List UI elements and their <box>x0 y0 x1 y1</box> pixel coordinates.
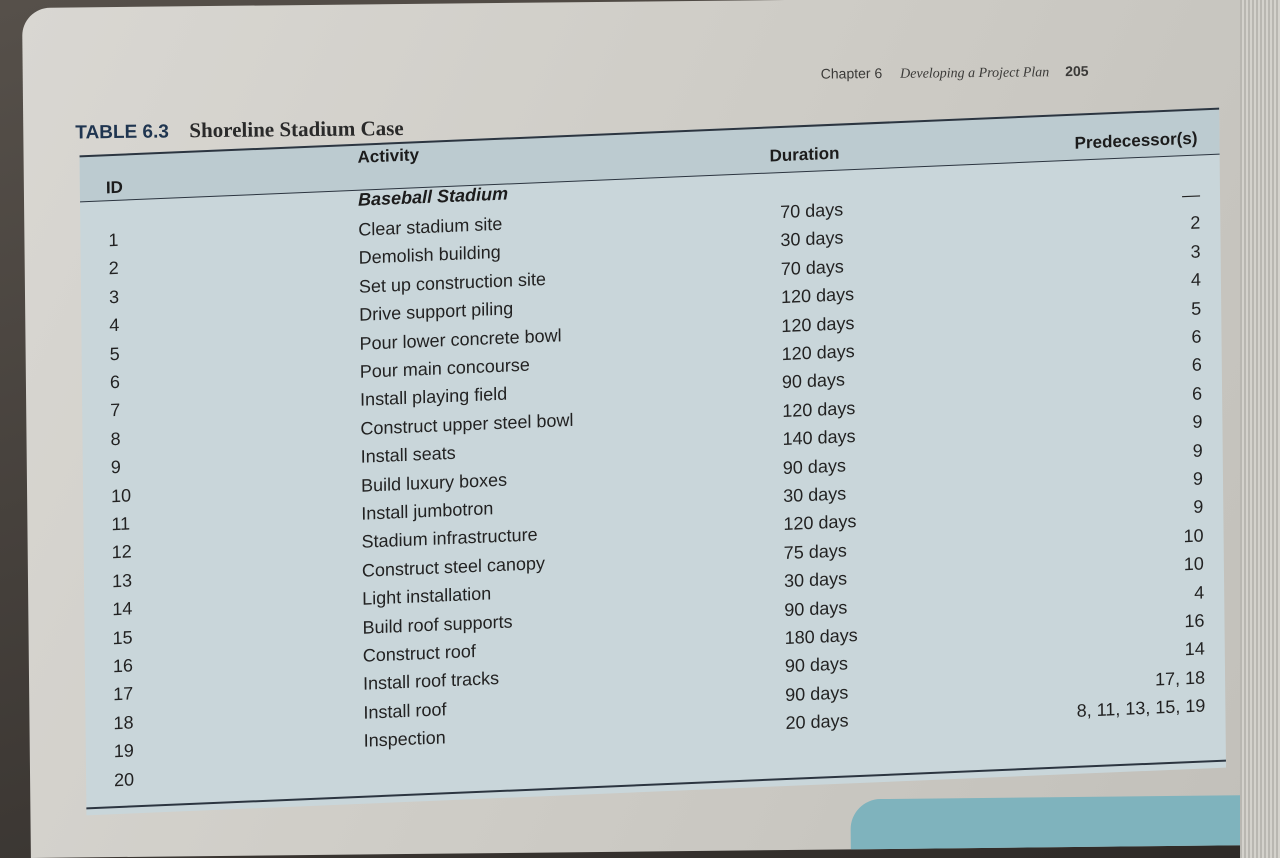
row-duration: 90 days <box>782 455 846 478</box>
row-activity: Install roof <box>363 699 447 723</box>
page-number: 205 <box>1065 62 1089 80</box>
row-activity: Set up construction site <box>358 268 547 297</box>
row-predecessors: 6 <box>1191 354 1202 376</box>
row-duration: 90 days <box>784 653 849 677</box>
row-id: 8 <box>110 428 121 450</box>
row-predecessors: 9 <box>1192 411 1203 433</box>
row-predecessors: — <box>1181 184 1201 206</box>
row-predecessors: 4 <box>1194 582 1205 603</box>
row-activity: Pour lower concrete bowl <box>359 324 562 354</box>
row-predecessors: 16 <box>1184 610 1205 632</box>
row-duration: 120 days <box>781 312 855 336</box>
row-id: 9 <box>110 456 121 478</box>
row-duration: 140 days <box>782 426 856 450</box>
row-predecessors: 10 <box>1183 525 1204 547</box>
row-activity: Stadium infrastructure <box>361 524 538 553</box>
row-predecessors: 2 <box>1190 212 1201 234</box>
row-activity: Clear stadium site <box>358 213 503 240</box>
row-activity: Pour main concourse <box>359 354 530 382</box>
row-id: 12 <box>111 541 132 563</box>
row-activity: Construct upper steel bowl <box>360 409 574 439</box>
row-duration: 70 days <box>780 199 844 223</box>
row-id: 6 <box>109 371 121 393</box>
table-caption <box>75 116 404 144</box>
col-header-duration: Duration <box>769 143 840 166</box>
row-duration: 120 days <box>780 284 855 308</box>
row-predecessors: 6 <box>1191 383 1203 404</box>
page-edge <box>1240 0 1280 858</box>
row-id: 4 <box>109 314 120 336</box>
row-activity: Inspection <box>363 727 446 751</box>
row-predecessors: 9 <box>1192 440 1203 461</box>
row-activity: Construct steel canopy <box>361 552 546 581</box>
row-activity: Install roof tracks <box>362 668 500 695</box>
row-id: 13 <box>111 570 133 592</box>
row-duration: 90 days <box>784 597 848 620</box>
row-id: 2 <box>108 258 119 279</box>
row-id: 14 <box>112 598 133 620</box>
row-activity: Construct roof <box>362 640 476 666</box>
row-predecessors: 5 <box>1191 298 1202 319</box>
row-activity: Build luxury boxes <box>360 469 508 496</box>
row-duration: 90 days <box>785 682 849 705</box>
chapter-label: Chapter 6 <box>820 64 883 82</box>
row-duration: 30 days <box>780 227 844 251</box>
row-id: 11 <box>111 513 131 535</box>
row-predecessors: 10 <box>1183 553 1204 575</box>
row-predecessors: 9 <box>1192 468 1204 489</box>
row-id: 20 <box>113 768 135 790</box>
row-id: 15 <box>112 626 133 648</box>
row-activity: Install playing field <box>360 383 508 411</box>
table-title: Shoreline Stadium Case <box>189 116 404 143</box>
row-activity: Build roof supports <box>362 611 513 638</box>
section-label: Baseball Stadium <box>357 183 509 210</box>
data-table <box>80 108 1227 821</box>
col-header-activity: Activity <box>357 145 420 167</box>
row-duration: 70 days <box>780 256 844 279</box>
row-id: 5 <box>109 343 120 364</box>
row-predecessors: 8, 11, 13, 15, 19 <box>1076 695 1206 722</box>
col-header-predecessors: Predecessor(s) <box>1074 128 1198 153</box>
row-id: 1 <box>108 229 119 251</box>
row-duration: 20 days <box>785 710 849 734</box>
col-header-id: ID <box>105 177 123 198</box>
running-head <box>821 63 1089 84</box>
row-predecessors: 17, 18 <box>1154 667 1206 690</box>
row-predecessors: 3 <box>1190 241 1201 262</box>
row-predecessors: 14 <box>1184 638 1205 660</box>
row-duration: 120 days <box>781 341 855 365</box>
row-activity: Light installation <box>362 583 492 609</box>
row-predecessors: 4 <box>1190 269 1202 291</box>
row-id: 17 <box>113 683 134 705</box>
row-id: 3 <box>108 286 120 308</box>
row-duration: 75 days <box>783 540 847 563</box>
row-duration: 120 days <box>782 397 856 421</box>
row-id: 7 <box>110 400 121 421</box>
row-duration: 30 days <box>783 568 848 592</box>
row-id: 19 <box>113 740 134 762</box>
row-predecessors: 9 <box>1193 496 1204 518</box>
row-activity: Demolish building <box>358 242 501 269</box>
row-id: 16 <box>112 655 134 677</box>
chapter-title: Developing a Project Plan <box>900 65 1050 82</box>
book-page <box>22 0 1256 858</box>
row-id: 10 <box>111 484 132 506</box>
row-predecessors: 6 <box>1191 326 1202 347</box>
row-duration: 120 days <box>783 511 857 535</box>
row-activity: Drive support piling <box>359 298 514 325</box>
row-duration: 30 days <box>783 483 847 507</box>
table-tag: TABLE 6.3 <box>75 121 170 144</box>
row-duration: 180 days <box>784 624 858 649</box>
row-duration: 90 days <box>781 369 846 393</box>
row-id: 18 <box>113 712 134 733</box>
row-activity: Install seats <box>360 442 456 467</box>
row-activity: Install jumbotron <box>361 498 494 524</box>
